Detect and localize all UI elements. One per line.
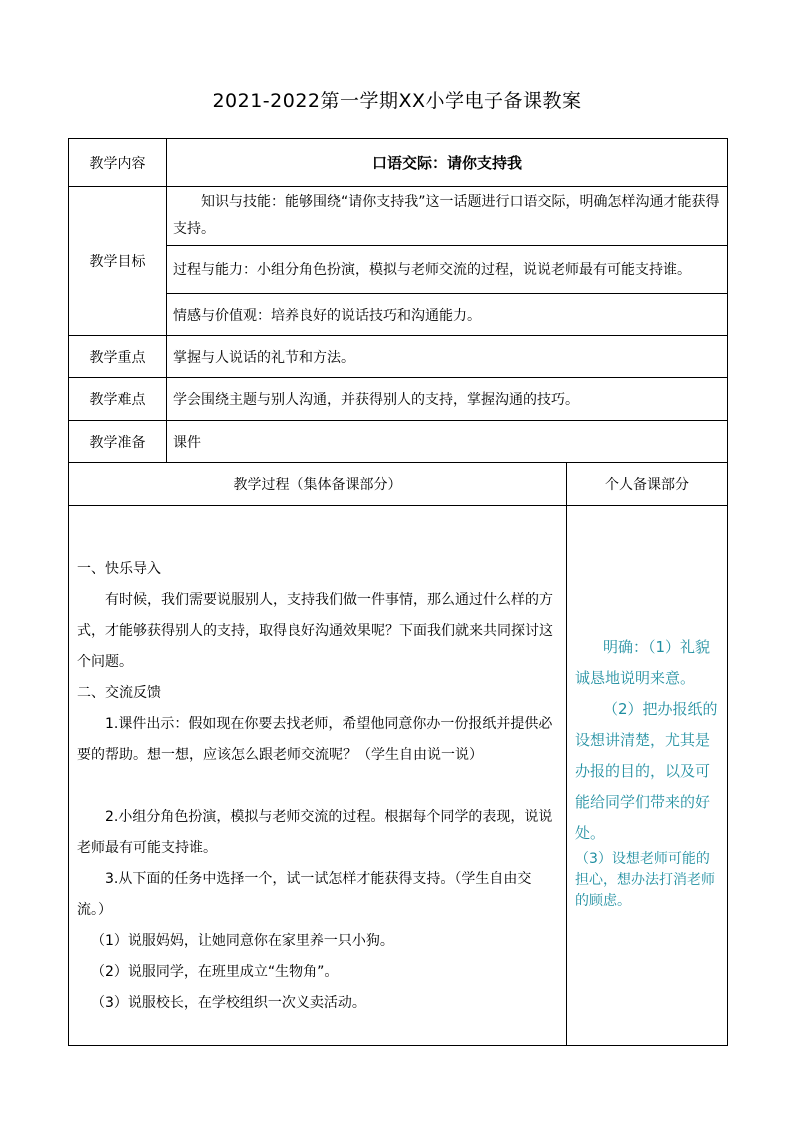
difficulty-label: 教学难点	[69, 378, 167, 421]
document-title: 2021-2022第一学期XX小学电子备课教案	[212, 90, 582, 112]
section-1-paragraph: 有时候，我们需要说服别人，支持我们做一件事情，那么通过什么样的方式，才能够获得别人的支持，取得良好沟通效果呢？下面我们就来共同探讨这个问题。	[77, 592, 553, 670]
objective-emotion: 情感与价值观：培养良好的说话技巧和沟通能力。	[167, 294, 728, 336]
row-difficulty	[69, 378, 728, 421]
process-header: 教学过程（集体备课部分）	[69, 463, 567, 506]
key-label: 教学重点	[69, 336, 167, 378]
personal-notes	[567, 506, 728, 1046]
personal-header: 个人备课部分	[567, 463, 728, 506]
task-item-1: （1）说服妈妈，让她同意你在家里养一只小狗。	[91, 933, 394, 949]
row-content	[69, 139, 728, 187]
row-key	[69, 336, 728, 378]
difficulty-value: 学会围绕主题与别人沟通，并获得别人的支持，掌握沟通的技巧。	[167, 378, 728, 421]
row-prep	[69, 421, 728, 463]
row-objective-2	[69, 246, 728, 294]
personal-note-2: （2）把办报纸的设想讲清楚，尤其是办报的目的，以及可能给同学们带来的好处。	[575, 700, 718, 842]
row-objective-1	[69, 187, 728, 246]
row-objective-3	[69, 294, 728, 336]
lesson-plan-table	[68, 138, 728, 1046]
section-2-step-3: 3.从下面的任务中选择一个，试一试怎样才能获得支持。（学生自由交流。）	[77, 871, 532, 918]
section-2-title: 二、交流反馈	[77, 685, 161, 701]
key-value: 掌握与人说话的礼节和方法。	[167, 336, 728, 378]
personal-note-3: （3）设想老师可能的担心，想办法打消老师的顾虑。	[575, 851, 715, 909]
task-item-3: （3）说服校长，在学校组织一次义卖活动。	[91, 995, 366, 1011]
objective-process: 过程与能力：小组分角色扮演，模拟与老师交流的过程，说说老师最有可能支持谁。	[167, 246, 728, 294]
row-process-body	[69, 506, 728, 1046]
process-body	[69, 506, 567, 1046]
task-item-2: （2）说服同学，在班里成立“生物角”。	[91, 964, 339, 980]
objective-label: 教学目标	[69, 187, 167, 336]
section-1-title: 一、快乐导入	[77, 561, 161, 577]
personal-note-1: 明确：（1）礼貌诚恳地说明来意。	[575, 638, 711, 687]
section-2-step-2: 2.小组分角色扮演，模拟与老师交流的过程。根据每个同学的表现，说说老师最有可能支持谁。	[77, 809, 553, 856]
prep-value: 课件	[167, 421, 728, 463]
content-label: 教学内容	[69, 139, 167, 187]
objective-knowledge: 知识与技能：能够围绕“请你支持我”这一话题进行口语交际，明确怎样沟通才能获得支持。	[167, 187, 728, 246]
section-2-step-1: 1.课件出示：假如现在你要去找老师，希望他同意你办一份报纸并提供必要的帮助。想一想，应该怎么跟老师交流呢？（学生自由说一说）	[77, 716, 553, 763]
content-value: 口语交际：请你支持我	[167, 139, 728, 187]
prep-label: 教学准备	[69, 421, 167, 463]
row-process-header	[69, 463, 728, 506]
